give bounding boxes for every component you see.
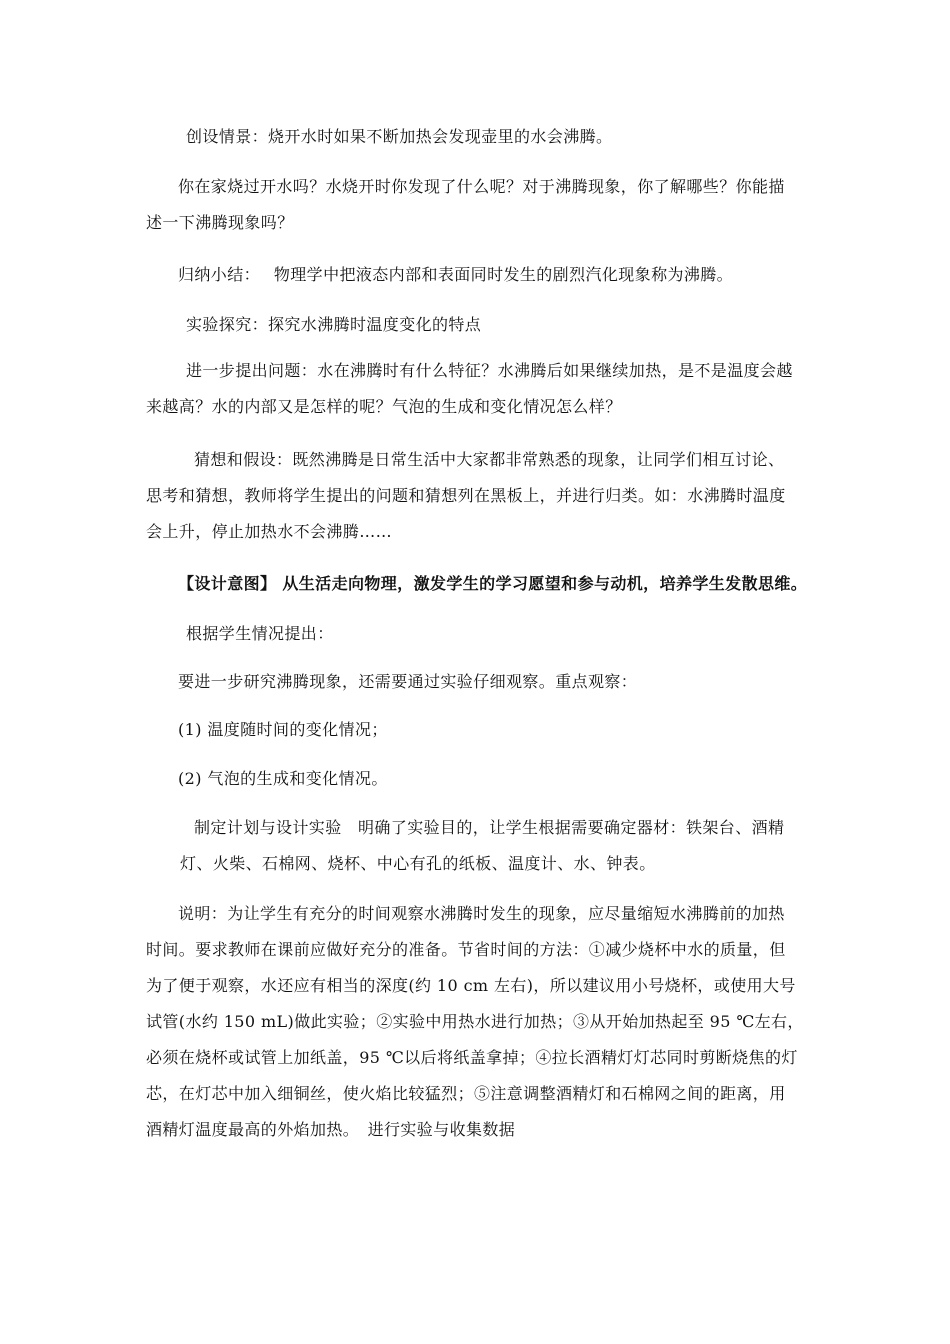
paragraph-experiment: 实验探究：探究水沸腾时温度变化的特点 — [186, 315, 482, 334]
paragraph-scenario: 创设情景：烧开水时如果不断加热会发现壶里的水会沸腾。 — [186, 127, 613, 146]
paragraph-note-line-2: 时间。要求教师在课前应做好充分的准备。节省时间的方法：①减少烧杯中水的质量，但 — [146, 940, 786, 959]
paragraph-note-line-5: 必须在烧杯或试管上加纸盖，95 ℃以后将纸盖拿掉；④拉长酒精灯灯芯同时剪断烧焦的灯 — [146, 1048, 798, 1067]
paragraph-hypothesis-line-3: 会上升，停止加热水不会沸腾…… — [146, 522, 393, 541]
paragraph-note — [146, 896, 804, 1148]
paragraph-question-line-1: 你在家烧过开水吗？水烧开时你发现了什么呢？对于沸腾现象，你了解哪些？你能描 — [178, 177, 785, 196]
paragraph-hypothesis — [146, 442, 786, 550]
paragraph-summary: 归纳小结： 物理学中把液态内部和表面同时发生的剧烈汽化现象称为沸腾。 — [178, 265, 734, 284]
paragraph-plan-line-2: 灯、火柴、石棉网、烧杯、中心有孔的纸板、温度计、水、钟表。 — [180, 854, 656, 873]
paragraph-further-line-2: 来越高？水的内部又是怎样的呢？气泡的生成和变化情况怎么样？ — [146, 397, 622, 416]
paragraph-note-line-1: 说明：为让学生有充分的时间观察水沸腾时发生的现象，应尽量缩短水沸腾前的加热 — [178, 904, 785, 923]
paragraph-question — [146, 169, 785, 241]
paragraph-hypothesis-line-2: 思考和猜想，教师将学生提出的问题和猜想列在黑板上，并进行归类。如：水沸腾时温度 — [146, 486, 786, 505]
paragraph-plan — [180, 810, 785, 882]
paragraph-note-line-7: 酒精灯温度最高的外焰加热。 进行实验与收集数据 — [146, 1120, 516, 1139]
paragraph-note-line-6: 芯，在灯芯中加入细铜丝，使火焰比较猛烈；⑤注意调整酒精灯和石棉网之间的距离，用 — [146, 1084, 786, 1103]
list-item-temperature: (1) 温度随时间的变化情况； — [178, 720, 388, 739]
paragraph-note-line-4: 试管(水约 150 mL)做此实验；②实验中用热水进行加热；③从开始加热起至 95 ℃左右， — [146, 1012, 804, 1031]
paragraph-based-on: 根据学生情况提出： — [186, 624, 334, 643]
list-item-bubbles: (2) 气泡的生成和变化情况。 — [178, 769, 388, 788]
paragraph-hypothesis-line-1: 猜想和假设：既然沸腾是日常生活中大家都非常熟悉的现象，让同学们相互讨论、 — [194, 450, 785, 469]
paragraph-observe: 要进一步研究沸腾现象，还需要通过实验仔细观察。重点观察： — [178, 672, 638, 691]
paragraph-question-line-2: 述一下沸腾现象吗？ — [146, 213, 294, 232]
paragraph-design-intent: 【设计意图】 从生活走向物理，激发学生的学习愿望和参与动机，培养学生发散思维。 — [178, 574, 808, 593]
paragraph-note-line-3: 为了便于观察，水还应有相当的深度(约 10 cm 左右)，所以建议用小号烧杯，或使用大号 — [146, 976, 796, 995]
paragraph-further-questions — [146, 353, 793, 425]
paragraph-plan-line-1: 制定计划与设计实验 明确了实验目的，让学生根据需要确定器材：铁架台、酒精 — [194, 818, 785, 837]
paragraph-further-line-1: 进一步提出问题：水在沸腾时有什么特征？水沸腾后如果继续加热，是不是温度会越 — [186, 361, 793, 380]
